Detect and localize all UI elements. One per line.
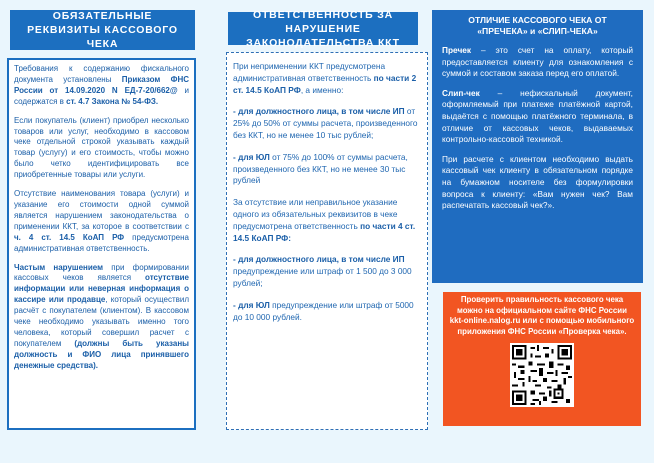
col3-title: ОТЛИЧИЕ КАССОВОГО ЧЕКА ОТ «ПРЕЧЕКА» и «СЛИП-ЧЕКА»: [468, 15, 607, 36]
col3-paragraph-2: Слип-чек – нефискальный документ, оформляемый при платеже платёжной картой, выдаётся с помощью платёжного терминала, в отличие от кассовых чеков, выдаваемых контрольно-кассовой техникой.: [442, 87, 633, 145]
col1-header: ОБЯЗАТЕЛЬНЫЕ РЕКВИЗИТЫ КАССОВОГО ЧЕКА: [10, 10, 195, 50]
col2-header: ОТВЕТСТВЕННОСТЬ ЗА НАРУШЕНИЕ ЗАКОНОДАТЕЛЬСТВА ККТ: [228, 12, 418, 45]
col2-paragraph-4: За отсутствие или неправильное указание одного из обязательных реквизитов в чеке предусмотрена ответственность по части 4 ст. 14.5 КоАП РФ:: [233, 197, 416, 243]
col1-paragraph-2: Если покупатель (клиент) приобрел несколько товаров или услуг, необходимо в кассовом чеке отдельной строкой указывать каждый товар (услугу) и его стоимость, чтобы можно было четко идентифицировать все приобретенные товары или услуги.: [14, 115, 189, 180]
check-receipt-text: Проверить правильность кассового чека можно на официальном сайте ФНС России kkt-online.nalog.ru или с помощью мобильного приложения ФНС России «Проверка чека».: [449, 295, 635, 336]
col1-paragraph-4: Частым нарушением при формировании кассовых чеков является отсутствие информации или неверная информация о кассире или продавце, который осуществил расчёт с покупателем (клиентом). В кассовом чеке необходимо указывать именно того человека, который совершил расчет с покупателем (должны быть указаны должность и ФИО лица принявшего денежные средства).: [14, 262, 189, 370]
col1-paragraph-1: Требования к содержанию фискального документа установлены Приказом ФНС России от 14.09.2020 N ЕД-7-20/662@ и содержатся в ст. 4.7 Закона № 54-ФЗ.: [14, 64, 190, 106]
col2-paragraph-6: - для ЮЛ предупреждение или штраф от 5000 до 10 000 рублей.: [233, 299, 414, 322]
col2-text-box: [226, 52, 428, 430]
col1-text-box: [7, 58, 196, 430]
col2-paragraph-2: - для должностного лица, в том числе ИП от 25% до 50% от суммы расчета, произведенного без ККТ, но не менее 10 тыс рублей;: [233, 106, 418, 140]
col1-paragraph-3: Отсутствие наименования товара (услуги) и указание его стоимости одной суммой является нарушением законодательства о применении ККТ, за которое в соответствии с ч. 4 ст. 14.5 КоАП РФ предусмотрена административная ответственность.: [14, 189, 189, 253]
col3-paragraph-1: Пречек – это счет на оплату, который предоставляется клиенту для ознакомления с суммой и составом заказа перед его оплатой.: [442, 45, 633, 79]
col2-paragraph-3: - для ЮЛ от 75% до 100% от суммы расчета, произведенного без ККТ, но не менее 30 тыс рублей: [233, 151, 408, 186]
col2-paragraph-1: При неприменении ККТ предусмотрена административная ответственность по части 2 ст. 14.5 КоАП РФ, а именно:: [233, 61, 417, 95]
qr-code-icon[interactable]: [510, 343, 574, 407]
col2-paragraph-5: - для должностного лица, в том числе ИП предупреждение или штраф от 1 500 до 3 000 рублей;: [233, 254, 412, 288]
col3-info-box: [432, 10, 643, 283]
col3-paragraph-3: При расчете с клиентом необходимо выдать кассовый чек клиенту в обязательном порядке на бумажном носителе без формулировки вопроса к клиенту: «Вам нужен чек? Вам распечатать кассовый чек?».: [442, 153, 633, 211]
check-receipt-box: [443, 292, 641, 426]
